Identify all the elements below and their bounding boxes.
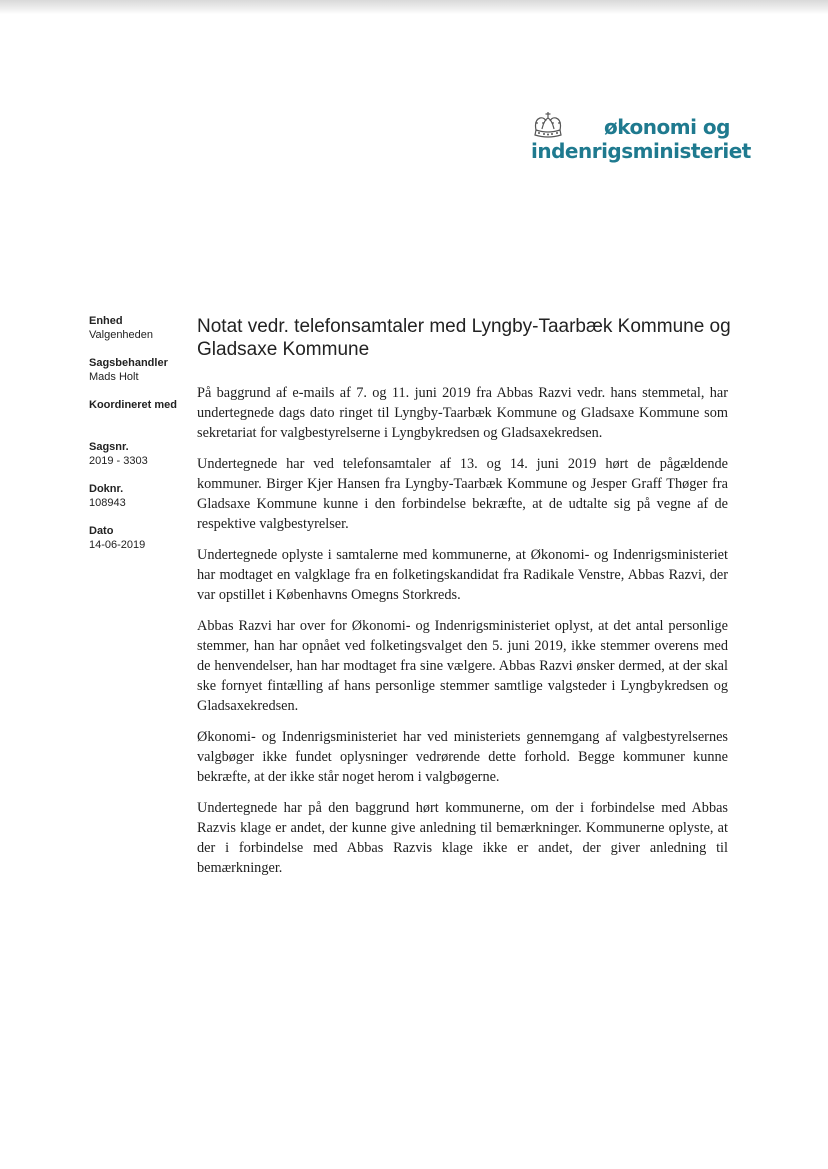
meta-value: 14-06-2019	[89, 539, 146, 551]
meta-label: Dato	[89, 525, 114, 537]
logo-text-line2: indenrigsministeriet	[531, 139, 751, 163]
document-body	[197, 383, 728, 889]
body-paragraph: På baggrund af e-mails af 7. og 11. juni 2019 fra Abbas Razvi vedr. hans stemmetal, har undertegnede dags dato ringet til Lyngby-Taarbæk Kommune og Gladsaxe Kommune som sekretariat for valgbestyrelserne i Lyngbykredsen og Gladsaxekredsen.	[197, 385, 728, 441]
scan-top-edge	[0, 0, 828, 14]
meta-value: 108943	[89, 497, 126, 509]
meta-date	[89, 524, 145, 552]
body-paragraph: Undertegnede har på den baggrund hørt kommunerne, om der i forbindelse med Abbas Razvis klage er andet, der kunne give anledning til bemærkninger. Kommunerne oplyste, at der i forbindelse med Abbas Razvis klage ikke er andet, der giver anledning til bemærkninger.	[197, 800, 728, 876]
document-title: Notat vedr. telefonsamtaler med Lyngby-Taarbæk Kommune og Gladsaxe Kommune	[197, 316, 731, 360]
meta-label: Koordineret med	[89, 399, 178, 411]
meta-case-number	[89, 440, 148, 468]
meta-document-number	[89, 482, 126, 510]
meta-label: Sagsbehandler	[89, 357, 168, 369]
meta-case-officer	[89, 356, 168, 384]
body-paragraph: Økonomi- og Indenrigsministeriet har ved ministeriets gennemgang af valgbestyrelsernes valgbøger ikke fundet oplysninger vedrørende dette forhold. Begge kommuner kunne bekræfte, at der ikke står noget herom i valgbøgerne.	[197, 729, 728, 785]
meta-unit	[89, 314, 153, 342]
logo-text-line1: økonomi og	[604, 115, 730, 139]
body-paragraph: Undertegnede oplyste i samtalerne med kommunerne, at Økonomi- og Indenrigsministeriet har modtaget en valgklage fra en folketingskandidat fra Radikale Venstre, Abbas Razvi, der var opstillet i Københavns Omegns Storkreds.	[197, 547, 728, 603]
meta-label: Sagsnr.	[89, 441, 129, 453]
meta-value: Mads Holt	[89, 371, 139, 383]
meta-label: Doknr.	[89, 483, 124, 495]
crown-icon	[530, 108, 566, 140]
meta-coordinated-with	[89, 398, 189, 412]
meta-label: Enhed	[89, 315, 123, 327]
ministry-logo	[527, 102, 751, 168]
meta-value: Valgenheden	[89, 329, 154, 341]
meta-value: 2019 - 3303	[89, 455, 148, 467]
body-paragraph: Abbas Razvi har over for Økonomi- og Indenrigsministeriet oplyst, at det antal personlige stemmer, han har opnået ved folketingsvalget den 5. juni 2019, ikke stemmer overens med de henvendelser, han har modtaget fra sine vælgere. Abbas Razvi ønsker dermed, at der skal ske fornyet fintælling af hans personlige stemmer samtlige valgsteder i Lyngbykredsen og Gladsaxekredsen.	[197, 618, 728, 714]
body-paragraph: Undertegnede har ved telefonsamtaler af 13. og 14. juni 2019 hørt de pågældende kommuner. Birger Kjer Hansen fra Lyngby-Taarbæk Kommune og Jesper Graff Thøger fra Gladsaxe Kommune kunne i den forbindelse bekræfte, at de udtalte sig på vegne af de respektive valgbestyrelser.	[197, 456, 728, 532]
